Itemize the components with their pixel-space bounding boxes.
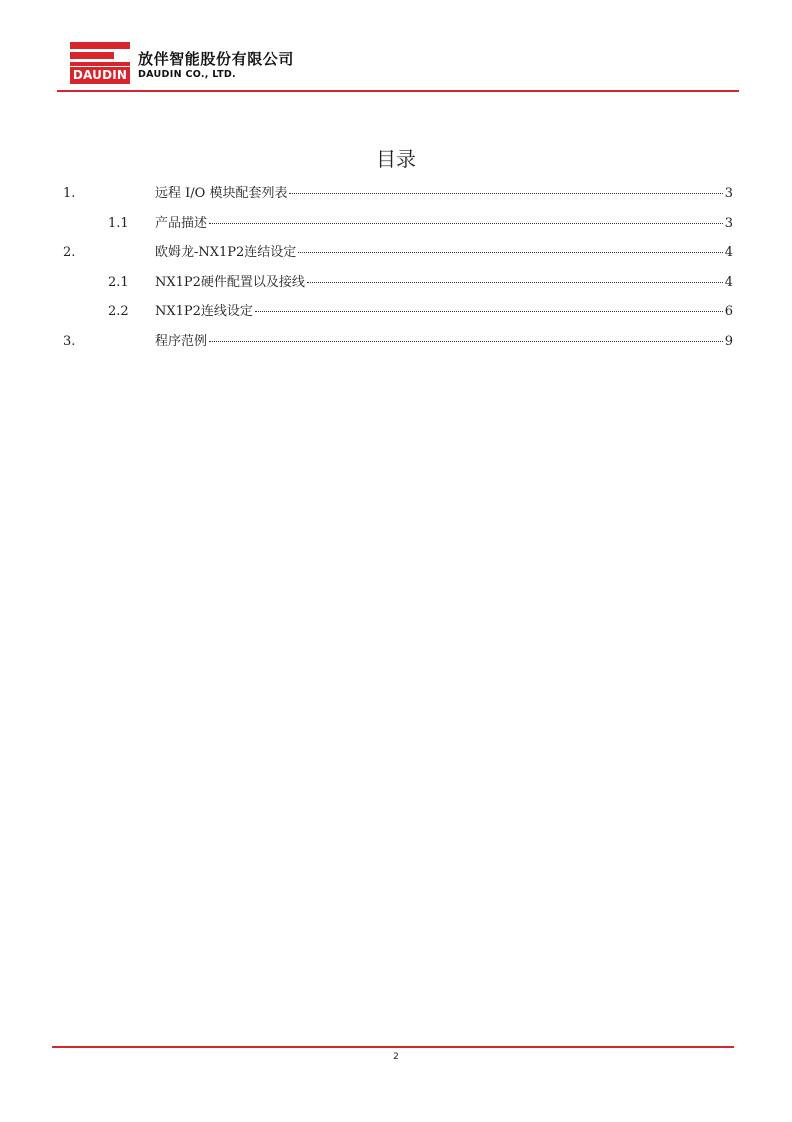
toc-entry-title[interactable]: NX1P2硬件配置以及接线 [155, 274, 305, 290]
footer-divider [52, 1046, 734, 1048]
toc-entry-number: 2.1 [108, 274, 129, 290]
toc-entry-title[interactable]: 程序范例 [155, 333, 208, 349]
toc-dot-leader [209, 341, 723, 342]
page-number: 2 [393, 1052, 399, 1062]
toc-dot-leader [255, 311, 723, 312]
toc-entry-page[interactable]: 4 [724, 274, 733, 290]
logo-stripe [70, 42, 130, 49]
toc-entry[interactable] [0, 271, 792, 301]
toc-entry-page[interactable]: 3 [724, 215, 733, 231]
toc-entry-page[interactable]: 9 [724, 333, 733, 349]
toc-entry[interactable] [0, 182, 792, 212]
table-of-contents [0, 182, 792, 360]
toc-entry-line [155, 212, 733, 236]
header-divider [57, 90, 739, 92]
company-name-english: DAUDIN CO., LTD. [138, 69, 236, 80]
toc-dot-leader [289, 193, 722, 194]
toc-entry[interactable] [0, 330, 792, 360]
logo-stripe [70, 52, 114, 59]
toc-entry-line [155, 182, 733, 206]
toc-entry-title[interactable]: 产品描述 [155, 215, 208, 231]
toc-entry-page[interactable]: 6 [724, 304, 733, 320]
toc-dot-leader [209, 223, 723, 224]
toc-entry[interactable] [0, 212, 792, 242]
toc-entry[interactable] [0, 300, 792, 330]
daudin-logo [70, 42, 130, 84]
toc-entry-line [155, 271, 733, 295]
toc-entry-number: 2.2 [108, 304, 129, 320]
toc-entry-title[interactable]: NX1P2连线设定 [155, 304, 253, 320]
company-name [138, 50, 294, 81]
logo-stripe [70, 62, 130, 66]
company-name-chinese: 放伴智能股份有限公司 [138, 50, 295, 68]
toc-dot-leader [298, 252, 722, 253]
toc-entry-number: 3. [63, 333, 76, 349]
toc-entry-number: 2. [63, 245, 76, 261]
page-header [0, 0, 792, 96]
toc-entry-title[interactable]: 远程 I/O 模块配套列表 [155, 186, 288, 201]
toc-entry-line [155, 300, 733, 324]
logo-text: DAUDIN [70, 67, 130, 84]
toc-entry[interactable] [0, 241, 792, 271]
toc-entry-number: 1. [63, 186, 76, 201]
toc-entry-title[interactable]: 欧姆龙-NX1P2连结设定 [155, 245, 297, 261]
toc-entry-page[interactable]: 4 [724, 245, 733, 261]
toc-entry-line [155, 241, 733, 265]
toc-dot-leader [307, 282, 723, 283]
toc-entry-page[interactable]: 3 [724, 186, 733, 201]
toc-entry-line [155, 330, 733, 354]
toc-title: 目录 [376, 147, 416, 171]
toc-entry-number: 1.1 [108, 215, 129, 231]
